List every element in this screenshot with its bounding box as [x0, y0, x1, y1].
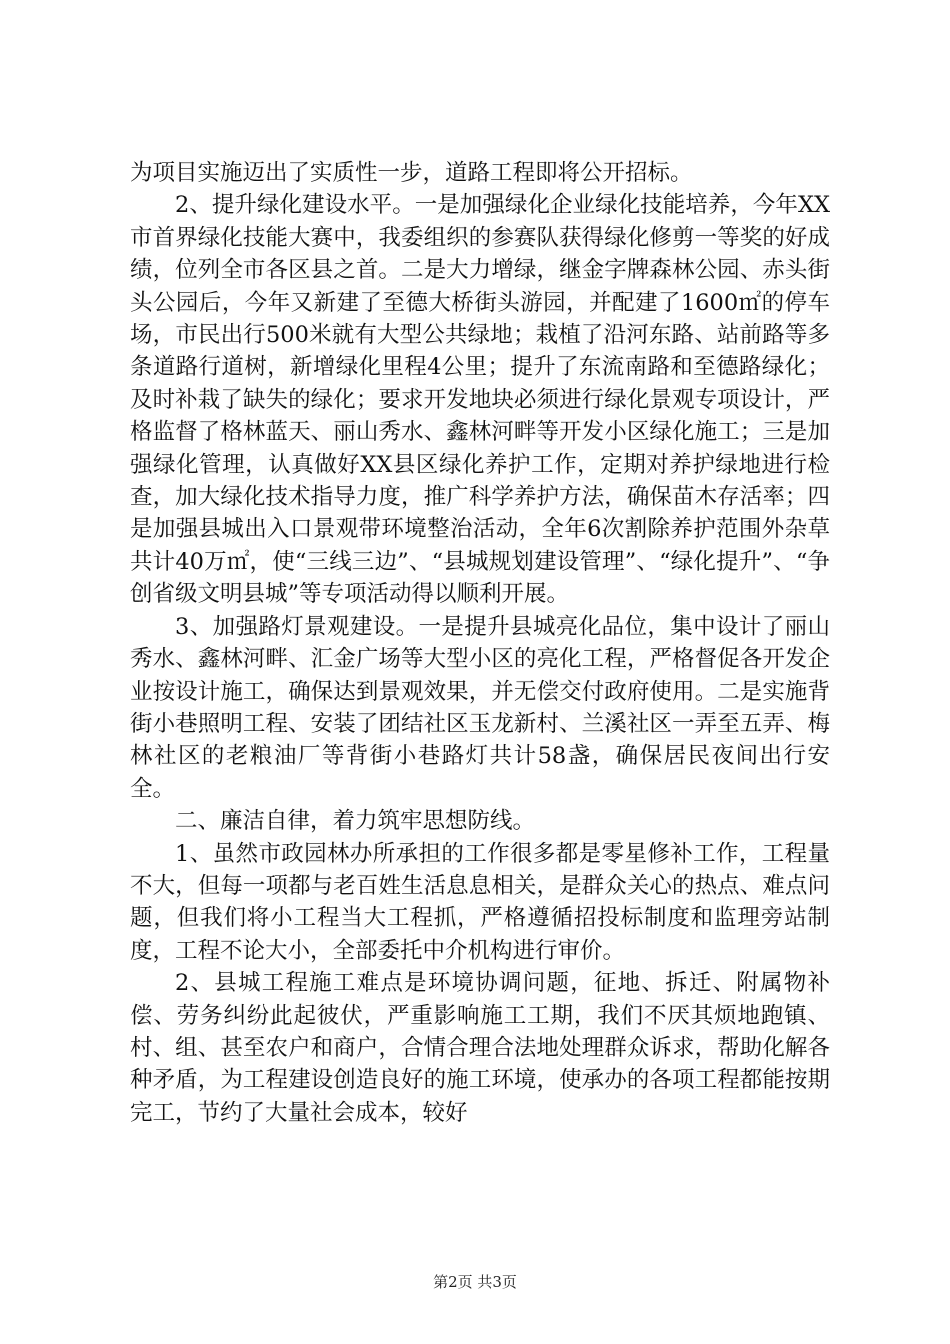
- paragraph-bidding: 1、虽然市政园林办所承担的工作很多都是零星修补工作，工程量不大，但每一项都与老百姓生活息息相关，是群众关心的热点、难点问题，但我们将小工程当大工程抓，严格遵循招投标制度和监理旁站制度，工程不论大小，全部委托中介机构进行审价。: [130, 840, 830, 964]
- section-heading-integrity: 二、廉洁自律，着力筑牢思想防线。: [175, 808, 536, 835]
- paragraph-continuation: 为项目实施迈出了实质性一步，道路工程即将公开招标。: [130, 160, 693, 186]
- paragraph-coordination: 2、县城工程施工难点是环境协调问题，征地、拆迁、附属物补偿、劳务纠纷此起彼伏，严重影响施工工期，我们不厌其烦地跑镇、村、组、甚至农户和商户，合情合理合法地处理群众诉求，帮助化解各种矛盾，为工程建设创造良好的施工环境，使承办的各项工程都能按期完工，节约了大量社会成本，较好: [130, 970, 830, 1126]
- paragraph-greening: 2、提升绿化建设水平。一是加强绿化企业绿化技能培养，今年XX市首界绿化技能大赛中，我委组织的参赛队获得绿化修剪一等奖的好成绩，位列全市各区县之首。二是大力增绿，继金字牌森林公园、赤头街头公园后，今年又新建了至德大桥街头游园，并配建了1600㎡的停车场，市民出行500米就有大型公共绿地；栽植了沿河东路、站前路等多条道路行道树，新增绿化里程4公里；提升了东流南路和至德路绿化；及时补栽了缺失的绿化；要求开发地块必须进行绿化景观专项设计，严格监督了格林蓝天、丽山秀水、鑫林河畔等开发小区绿化施工；三是加强绿化管理，认真做好XX县区绿化养护工作，定期对养护绿地进行检查，加大绿化技术指导力度，推广科学养护方法，确保苗木存活率；四是加强县城出入口景观带环境整治活动，全年6次割除养护范围外杂草共计40万㎡，使“三线三边”、“县城规划建设管理”、“绿化提升”、“争创省级文明县城”等专项活动得以顺利开展。: [130, 192, 830, 608]
- document-body: [130, 157, 830, 1129]
- page-number-footer: 第2页 共3页: [433, 1273, 517, 1291]
- paragraph-street-lighting: 3、加强路灯景观建设。一是提升县城亮化品位，集中设计了丽山秀水、鑫林河畔、汇金广场等大型小区的亮化工程，严格督促各开发企业按设计施工，确保达到景观效果，并无偿交付政府使用。二是实施背街小巷照明工程、安装了团结社区玉龙新村、兰溪社区一弄至五弄、梅林社区的老粮油厂等背街小巷路灯共计58盏，确保居民夜间出行安全。: [130, 613, 830, 802]
